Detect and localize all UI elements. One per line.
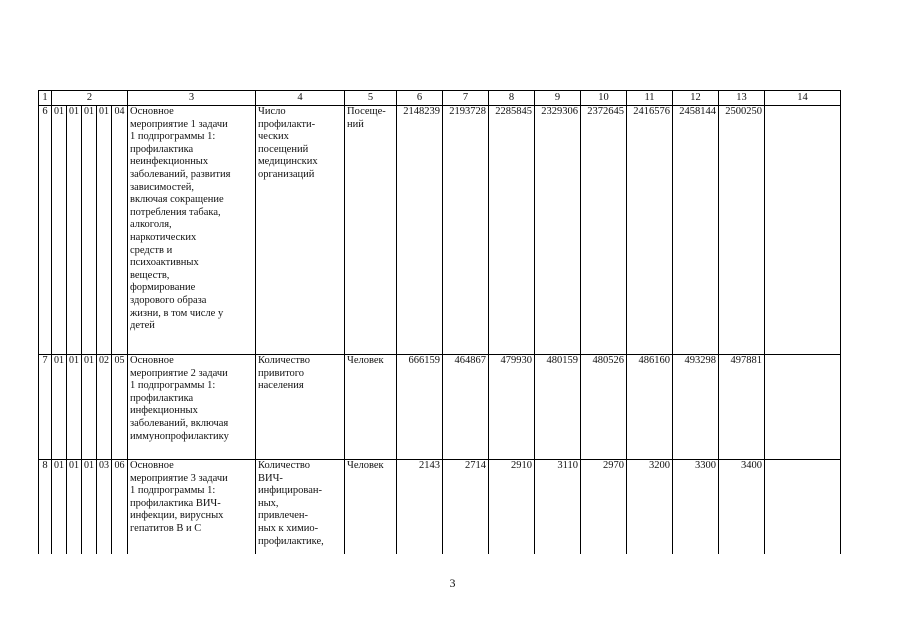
indicator-cell-line: населения bbox=[258, 380, 304, 392]
table-row bbox=[39, 460, 841, 555]
indicator-cell-line: ВИЧ- bbox=[258, 472, 283, 484]
indicator-cell-line: Количество bbox=[258, 460, 311, 471]
activity-cell-line: алкоголя, bbox=[130, 219, 172, 231]
table-row bbox=[39, 106, 841, 355]
activity-cell-line: средств и bbox=[130, 244, 173, 256]
activity-cell-line: Основное bbox=[130, 355, 174, 366]
column-14-cell bbox=[765, 106, 841, 355]
unit-cell-line: Посеще- bbox=[347, 106, 386, 117]
header-cell: 7 bbox=[443, 91, 489, 106]
value-cell: 480159 bbox=[535, 355, 581, 460]
indicator-cell-line: ных, bbox=[258, 497, 279, 509]
code-cell: 05 bbox=[112, 355, 128, 460]
value-cell: 2910 bbox=[489, 460, 535, 555]
row-number: 8 bbox=[39, 460, 52, 555]
row-number: 6 bbox=[39, 106, 52, 355]
header-cell: 14 bbox=[765, 91, 841, 106]
activity-cell-line: профилактика bbox=[130, 143, 194, 155]
indicator-cell-line: организаций bbox=[258, 168, 315, 180]
activity-cell-line: 1 подпрограммы 1: bbox=[130, 380, 216, 392]
code-cell: 01 bbox=[82, 460, 97, 555]
activity-cell-line: психоактивных bbox=[130, 257, 199, 269]
unit-cell-line: ний bbox=[347, 118, 364, 130]
header-cell: 1 bbox=[39, 91, 52, 106]
header-cell: 3 bbox=[128, 91, 256, 106]
indicator-cell-line: профилактике, bbox=[258, 535, 324, 547]
value-cell: 3110 bbox=[535, 460, 581, 555]
value-cell: 2714 bbox=[443, 460, 489, 555]
activity-cell-line: жизни, в том числе у bbox=[130, 307, 224, 319]
activity-cell-line: потребления табака, bbox=[130, 206, 221, 218]
code-cell: 01 bbox=[82, 355, 97, 460]
value-cell: 3400 bbox=[719, 460, 765, 555]
value-cell: 2416576 bbox=[627, 106, 673, 355]
activity-cell-line: 1 подпрограммы 1: bbox=[130, 131, 216, 143]
header-cell: 9 bbox=[535, 91, 581, 106]
code-cell: 01 bbox=[52, 460, 67, 555]
code-cell: 01 bbox=[82, 106, 97, 355]
code-cell: 01 bbox=[52, 355, 67, 460]
activity-cell-line: формирование bbox=[130, 282, 196, 294]
activity-cell-line: включая сокращение bbox=[130, 194, 224, 206]
activity-cell-line: инфекции, вирусных bbox=[130, 510, 224, 522]
indicator-cell-line: ческих bbox=[258, 131, 289, 143]
table-row bbox=[39, 355, 841, 460]
indicator-cell-line: Количество bbox=[258, 355, 311, 366]
activity-cell-line: профилактика ВИЧ- bbox=[130, 497, 221, 509]
activity-cell-line: инфекционных bbox=[130, 405, 198, 417]
header-cell: 6 bbox=[397, 91, 443, 106]
indicator-cell bbox=[256, 355, 345, 460]
activity-cell-line: мероприятие 1 задачи bbox=[130, 118, 228, 130]
activity-cell-line: Основное bbox=[130, 460, 174, 471]
value-cell: 480526 bbox=[581, 355, 627, 460]
value-cell: 666159 bbox=[397, 355, 443, 460]
value-cell: 497881 bbox=[719, 355, 765, 460]
value-cell: 2372645 bbox=[581, 106, 627, 355]
activity-cell-line: гепатитов В и С bbox=[130, 522, 202, 534]
column-14-cell bbox=[765, 460, 841, 555]
activity-cell-line: детей bbox=[130, 320, 155, 332]
page-number: 3 bbox=[449, 576, 456, 590]
value-cell: 2500250 bbox=[719, 106, 765, 355]
activity-cell-line: мероприятие 3 задачи bbox=[130, 472, 228, 484]
row-number: 7 bbox=[39, 355, 52, 460]
value-cell: 2148239 bbox=[397, 106, 443, 355]
code-cell: 04 bbox=[112, 106, 128, 355]
activity-cell bbox=[128, 460, 256, 555]
code-cell: 01 bbox=[52, 106, 67, 355]
column-14-cell bbox=[765, 355, 841, 460]
unit-cell-line: Человек bbox=[347, 355, 384, 366]
value-cell: 2143 bbox=[397, 460, 443, 555]
indicator-cell-line: посещений bbox=[258, 143, 309, 155]
indicator-cell-line: Число bbox=[258, 106, 286, 117]
activity-cell-line: иммунопрофилактику bbox=[130, 430, 229, 442]
activity-cell-line: зависимостей, bbox=[130, 181, 194, 193]
activity-cell bbox=[128, 106, 256, 355]
indicator-cell-line: медицинских bbox=[258, 156, 318, 168]
indicator-cell-line: профилакти- bbox=[258, 118, 316, 130]
value-cell: 479930 bbox=[489, 355, 535, 460]
indicator-cell bbox=[256, 106, 345, 355]
indicators-table bbox=[38, 90, 841, 554]
indicator-cell-line: привлечен- bbox=[258, 510, 309, 522]
value-cell: 3300 bbox=[673, 460, 719, 555]
header-cell: 8 bbox=[489, 91, 535, 106]
header-cell: 10 bbox=[581, 91, 627, 106]
value-cell: 2970 bbox=[581, 460, 627, 555]
activity-cell-line: профилактика bbox=[130, 392, 194, 404]
activity-cell-line: наркотических bbox=[130, 231, 197, 243]
code-cell: 01 bbox=[67, 460, 82, 555]
activity-cell-line: заболеваний, включая bbox=[130, 417, 229, 429]
unit-cell bbox=[345, 460, 397, 555]
value-cell: 464867 bbox=[443, 355, 489, 460]
code-cell: 02 bbox=[97, 355, 112, 460]
header-cell: 13 bbox=[719, 91, 765, 106]
value-cell: 2329306 bbox=[535, 106, 581, 355]
value-cell: 493298 bbox=[673, 355, 719, 460]
value-cell: 2458144 bbox=[673, 106, 719, 355]
indicator-cell bbox=[256, 460, 345, 555]
activity-cell-line: неинфекционных bbox=[130, 156, 209, 168]
indicator-cell-line: инфицирован- bbox=[258, 485, 322, 497]
header-cell: 12 bbox=[673, 91, 719, 106]
code-cell: 06 bbox=[112, 460, 128, 555]
activity-cell-line: веществ, bbox=[130, 269, 170, 281]
code-cell: 01 bbox=[67, 106, 82, 355]
indicator-cell-line: привитого bbox=[258, 367, 305, 379]
activity-cell-line: заболеваний, развития bbox=[130, 168, 231, 180]
value-cell: 2285845 bbox=[489, 106, 535, 355]
header-cell: 5 bbox=[345, 91, 397, 106]
value-cell: 2193728 bbox=[443, 106, 489, 355]
activity-cell-line: Основное bbox=[130, 106, 174, 117]
header-cell: 11 bbox=[627, 91, 673, 106]
unit-cell bbox=[345, 355, 397, 460]
indicator-cell-line: ных к химио- bbox=[258, 522, 319, 534]
code-cell: 03 bbox=[97, 460, 112, 555]
code-cell: 01 bbox=[67, 355, 82, 460]
activity-cell bbox=[128, 355, 256, 460]
activity-cell-line: здорового образа bbox=[130, 294, 207, 306]
activity-cell-line: 1 подпрограммы 1: bbox=[130, 485, 216, 497]
value-cell: 3200 bbox=[627, 460, 673, 555]
unit-cell-line: Человек bbox=[347, 460, 384, 471]
header-cell: 4 bbox=[256, 91, 345, 106]
header-row bbox=[39, 91, 841, 106]
activity-cell-line: мероприятие 2 задачи bbox=[130, 367, 228, 379]
value-cell: 486160 bbox=[627, 355, 673, 460]
header-cell: 2 bbox=[52, 91, 128, 106]
unit-cell bbox=[345, 106, 397, 355]
code-cell: 01 bbox=[97, 106, 112, 355]
